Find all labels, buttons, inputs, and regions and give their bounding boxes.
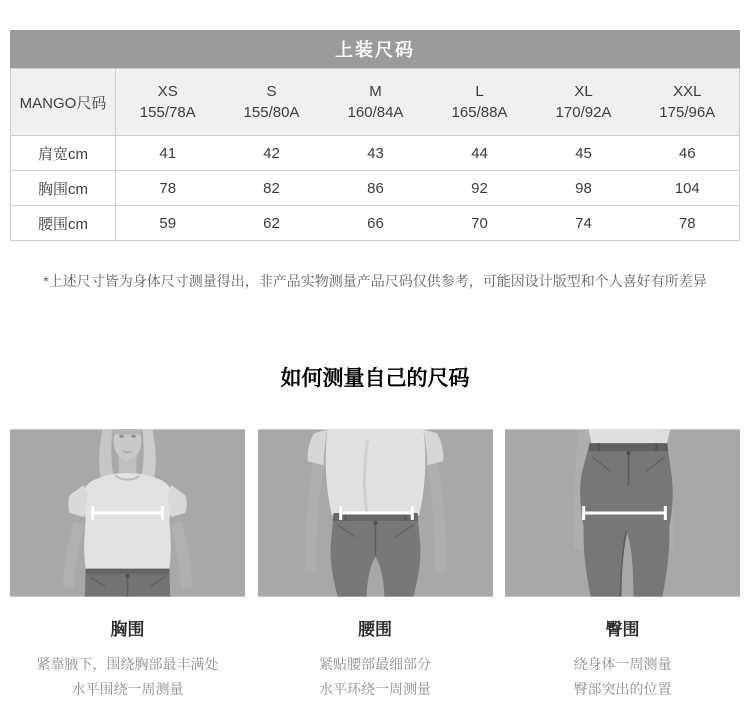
size-spec: 165/88A [451,104,508,121]
row-label: 胸围cm [11,171,116,206]
cell: 70 [428,206,532,241]
size-name: M [369,83,382,100]
brand-size-header: MANGO尺码 [11,69,116,136]
measure-guide-title: 如何测量自己的尺码 [280,367,470,390]
size-name: XXL [673,83,702,100]
cell: 41 [116,136,220,171]
size-col-header-xxl [636,69,740,136]
cell: 43 [324,136,428,171]
disclaimer-note: *上述尺寸皆为身体尺寸测量得出，非产品实物测量产品尺码仅供参考，可能因设计版型和个人喜好有所差异 [43,273,707,289]
size-col-header-s [220,69,324,136]
guide-desc-line: 水平围绕一周测量 [71,681,184,697]
guide-desc-bust [10,652,245,702]
cell: 82 [220,171,324,206]
guide-card-hip [505,429,740,702]
guide-desc-waist [258,652,493,702]
cell: 66 [324,206,428,241]
size-spec: 170/92A [555,104,612,121]
guide-desc-line: 紧贴腰部最细部分 [319,656,431,672]
size-spec: 175/96A [659,104,716,121]
bust-measure-photo [10,429,245,597]
guide-card-waist [258,429,493,702]
size-col-header-l [428,69,532,136]
size-name: XS [157,83,178,100]
size-spec: 155/80A [243,104,300,121]
size-header-row [11,69,740,136]
size-spec: 155/78A [139,104,196,121]
cell: 104 [636,171,740,206]
size-name: L [475,83,484,100]
table-row-shoulder [11,136,740,171]
cell: 59 [116,206,220,241]
cell: 44 [428,136,532,171]
cell: 78 [116,171,220,206]
cell: 46 [636,136,740,171]
cell: 78 [636,206,740,241]
guide-desc-line: 绕身体一周测量 [573,656,672,672]
guide-desc-line: 臀部突出的位置 [573,681,672,697]
size-table-title: 上装尺码 [335,40,415,60]
guide-name-bust: 胸围 [110,620,145,639]
table-row-waist [11,206,740,241]
guide-desc-line: 水平环绕一周测量 [319,681,431,697]
size-table-title-bar [10,30,740,68]
measure-guide [10,429,740,702]
guide-card-bust [10,429,245,702]
cell: 98 [532,171,636,206]
size-name: XL [574,83,593,100]
row-label: 腰围cm [11,206,116,241]
guide-name-waist: 腰围 [358,620,392,639]
size-col-header-xl [532,69,636,136]
cell: 42 [220,136,324,171]
size-name: S [266,83,277,100]
guide-desc-line: 紧靠腋下，围绕胸部最丰满处 [36,656,219,672]
size-table [10,68,740,241]
cell: 74 [532,206,636,241]
cell: 45 [532,136,636,171]
guide-desc-hip [505,652,740,702]
table-row-bust [11,171,740,206]
guide-name-hip: 臀围 [605,620,640,639]
size-spec: 160/84A [347,104,404,121]
waist-measure-photo [258,429,493,597]
row-label: 肩宽cm [11,136,116,171]
cell: 92 [428,171,532,206]
cell: 62 [220,206,324,241]
hip-measure-photo [505,429,740,597]
size-col-header-m [324,69,428,136]
cell: 86 [324,171,428,206]
size-col-header-xs [116,69,220,136]
